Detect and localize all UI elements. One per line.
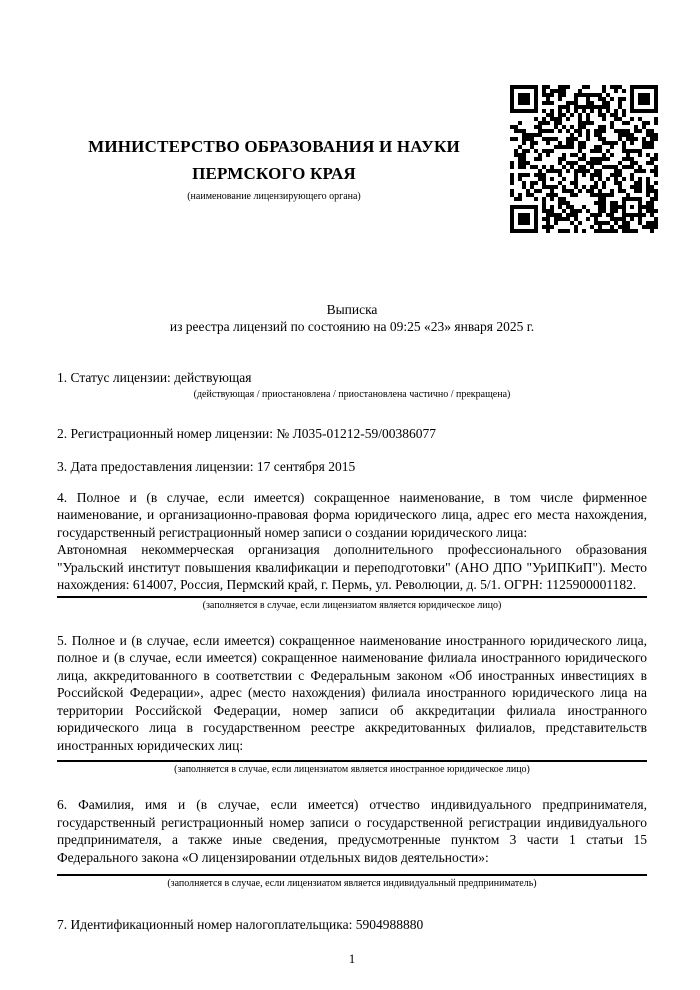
document-body xyxy=(57,301,647,967)
licensing-authority-header xyxy=(58,133,490,203)
page-number: 1 xyxy=(348,950,356,966)
item-3-grant-date: 3. Дата предоставления лицензии: 17 сентября 2015 xyxy=(57,459,356,474)
item-6-note: (заполняется в случае, если лицензиатом является индивидуальный предприниматель) xyxy=(167,878,537,889)
item-4-note: (заполняется в случае, если лицензиатом является юридическое лицо) xyxy=(202,599,502,611)
item-5-note: (заполняется в случае, если лицензиатом является иностранное юридическое лицо) xyxy=(174,764,530,775)
item-1-note: (действующая / приостановлена / приостановлена частично / прекращена) xyxy=(193,388,511,400)
item-5-foreign-entity-label: 5. Полное и (в случае, если имеется) сокращенное наименование иностранного юридического лица, полное и (в случае, если имеется) сокращенное наименование филиала иностранного юридического лица, аккредитованного в соответствии с Федеральным законом «Об иностранных инвестициях в Российской Федерации», адрес (место нахождения) филиала иностранного юридического лица на территории Российской Федерации, номер записи об аккредитации филиала иностранного юридического лица в государственном реестре аккредитованных филиалов, представительств иностранных юридических лиц: xyxy=(57,632,647,753)
ministry-name-line1: МИНИСТЕРСТВО ОБРАЗОВАНИЯ И НАУКИ xyxy=(88,137,460,156)
item-4-legal-entity-label: 4. Полное и (в случае, если имеется) сокращенное наименование, в том числе фирменное наименование, и организационно-правовая форма юридического лица, адрес его места нахождения, государственный регистрационный номер записи о создании юридического лица: xyxy=(57,489,647,540)
qr-code xyxy=(510,85,658,233)
item-7-taxpayer-number: 7. Идентификационный номер налогоплательщика: 5904988880 xyxy=(57,917,424,932)
item-1-license-status: 1. Статус лицензии: действующая xyxy=(57,370,252,385)
ministry-name-line2: ПЕРМСКОГО КРАЯ xyxy=(192,164,356,183)
item-2-registration-number: 2. Регистрационный номер лицензии: № Л035-01212-59/00386077 xyxy=(57,425,437,441)
ministry-note: (наименование лицензирующего органа) xyxy=(187,191,361,202)
document-title-line1: Выписка xyxy=(326,302,378,317)
fill-in-line-foreign-entity xyxy=(57,760,647,762)
document-title xyxy=(57,301,647,335)
fill-in-line-entrepreneur xyxy=(57,874,647,876)
fill-in-line-legal-entity xyxy=(57,596,647,598)
item-6-entrepreneur-label: 6. Фамилия, имя и (в случае, если имеется) отчество индивидуального предпринимателя, государственный регистрационный номер записи о государственной регистрации индивидуального предпринимателя, а также иные сведения, предусмотренные пунктом 3 части 1 статьи 15 Федерального закона «О лицензировании отдельных видов деятельности»: xyxy=(57,797,647,865)
item-4-legal-entity-value: Автономная некоммерческая организация дополнительного профессионального образования "Уральский институт повышения квалификации и переподготовки" (АНО ДПО "УрИПКиП"). Место нахождения: 614007, Россия, Пермский край, г. Пермь, ул. Революции, д. 5/1. ОГРН: 1125900001182. xyxy=(57,542,647,592)
document-title-line2: из реестра лицензий по состоянию на 09:25 «23» января 2025 г. xyxy=(169,319,535,334)
